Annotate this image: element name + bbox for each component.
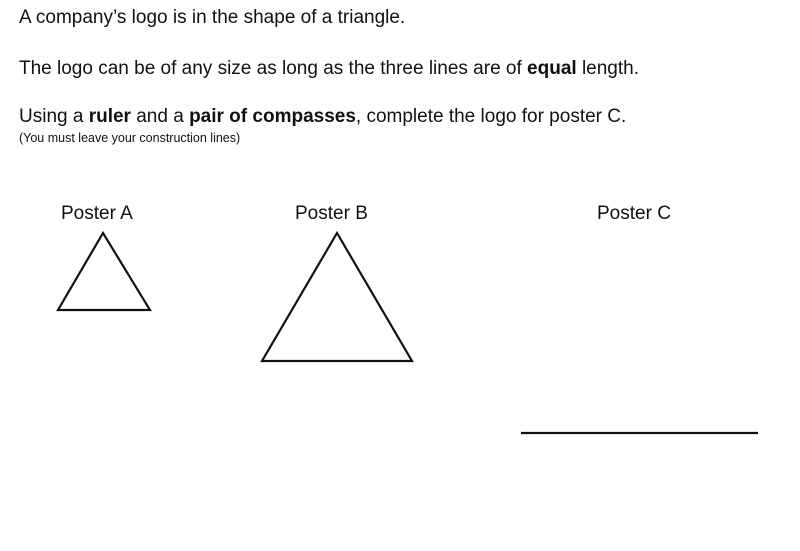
question-line-1: A company’s logo is in the shape of a triangle. [19, 7, 406, 28]
poster-b-label: Poster B [295, 203, 368, 224]
line-3-text-1: Using a [19, 106, 89, 127]
poster-c-label: Poster C [597, 203, 671, 224]
line-3-text-3: , complete the logo for poster C. [355, 106, 627, 127]
line-2-bold-word: equal [527, 58, 577, 79]
line-3-bold-ruler: ruler [88, 106, 131, 127]
poster-b-triangle [262, 233, 412, 361]
line-3-bold-compasses: pair of compasses [189, 106, 356, 127]
line-2-text-before: The logo can be of any size as long as the three lines are of [19, 58, 528, 79]
line-3-text-2: and a [130, 106, 190, 127]
poster-a-label: Poster A [61, 203, 133, 224]
line-2-text-after: length. [576, 58, 639, 79]
poster-a-triangle [58, 233, 150, 310]
construction-note: (You must leave your construction lines) [19, 131, 241, 145]
